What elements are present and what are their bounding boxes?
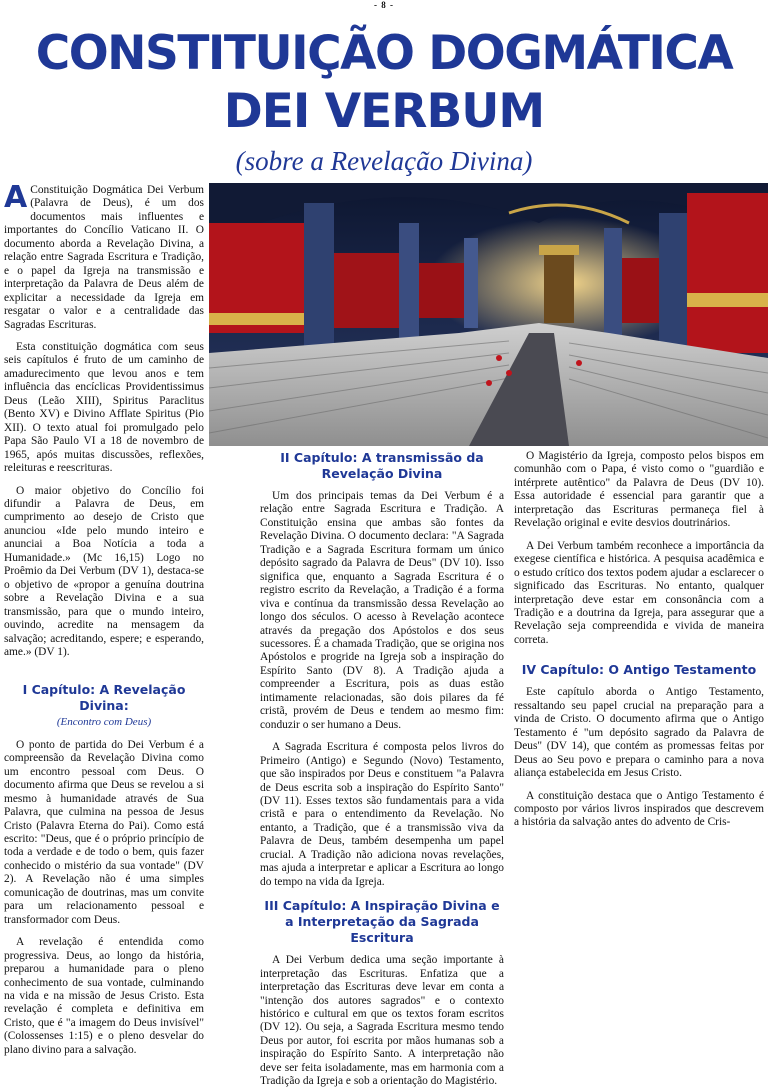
subtitle: (sobre a Revelação Divina): [235, 146, 533, 176]
chapter-2-heading: II Capítulo: A transmissão da Revelação Divina: [280, 450, 484, 481]
intro-paragraph-3: O maior objetivo do Concílio foi difundir a Palavra de Deus, em cumprimento ao desejo de Cristo que anunciou «Ide pelo mundo inteiro e anunciai a Boa Notícia a toda a Humanidade.» (Mc 16,15) Logo no Proêmio da Dei Verbum (DV 1), destaca-se o objetivo de «propor a genuína doutrina sobre a Revelação Divina e a sua transmissão, para que o mundo inteiro, ouvindo, acredite na mensagem da salvação; acreditando, espere; e esperando, ame.» (DV 1).: [4, 484, 204, 658]
chapter-1-subheading: (Encontro com Deus): [56, 716, 152, 729]
drop-cap: A: [4, 180, 28, 215]
intro-paragraph-1: A Constituição Dogmática Dei Verbum (Palavra de Deus), é um dos documentos mais influentes e importantes do Concílio Vaticano II. O documento aborda a Revelação Divina, a relação entre Sagrada Escritura e Tradição, e o papel da Igreja na transmissão e interpretação da Palavra de Deus além de explicitar a necessidade da Igreja em resgatar o valor e a centralidade das Sagradas Escrituras.: [4, 180, 204, 331]
council-photo: [209, 183, 768, 446]
chapter-1-paragraph-2: A revelação é entendida como progressiva. Deus, ao longo da história, preparou a humanidade para o pleno conhecimento de sua vontade, culminando na vida e na missão de Jesus Cristo. Esta revelação é completa e definitiva em Cristo, que é "a imagem do Deus invisível" (Colossenses 1:15) e o pleno desvelar do plano divino para a salvação.: [4, 936, 204, 1056]
chapter-1-paragraph-1: O ponto de partida do Dei Verbum é a compreensão da Revelação Divina como um encontro pessoal com Deus. O documento afirma que Deus se revelou a si mesmo à humanidade através de Sua Palavra, que culmina na pessoa de Jesus Cristo (Palavra Eterna do Pai). Como está escrito: "Deus, que é o próprio princípio de toda a verdade e de todo o bem, quis fazer conhecido o mistério da sua vontade" (DV 2). A Revelação não é uma simples comunicação de doutrinas, mas um convite para um relacionamento pessoal e transformador com Deus.: [4, 738, 204, 926]
column-2: [260, 450, 504, 1089]
chapter-2-paragraph-2: A Sagrada Escritura é composta pelos livros do Primeiro (Antigo) e Segundo (Novo) Testamento, que são inspirados por Deus e constituem "a Palavra de Deus escrita sob a inspiração do Espírito Santo" (DV 11). Esses textos são fundamentais para a vida cristã e para o entendimento da Revelação. No entanto, a Tradição, que é a transmissão viva da Palavra de Deus, também desempenha um papel crucial. A Tradição não adiciona novas revelações, mas ajuda a interpretar e aplicar a Escritura ao longo do tempo na vida da Igreja.: [260, 741, 504, 888]
column-3: [514, 450, 764, 839]
page-number: - 8 -: [374, 0, 394, 10]
title-line-1: CONSTITUIÇÃO DOGMÁTICA: [35, 26, 733, 81]
chapter-3-heading: III Capítulo: A Inspiração Divina e a Interpretação da Sagrada Escritura: [264, 898, 500, 946]
intro-paragraph-2: Esta constituição dogmática com seus seis capítulos é fruto de um caminho de amadurecimento que levou anos e tem influência das encíclicas Providentissimus Deus (Leão XIII), Spiritus Paraclitus (Bento XV) e Divino Afflate Spiritus (Pio XII). O texto atual foi promulgado pelo Papa São Paulo VI a 18 de novembro de 1965, após muitas discussões, reflexões, releituras e reescrituras.: [4, 340, 204, 475]
chapter-2-paragraph-1: Um dos principais temas da Dei Verbum é a relação entre Sagrada Escritura e Tradição. A Constituição ensina que ambas são fontes da Revelação Divina. O documento declara: "A Sagrada Tradição e a Sagrada Escritura formam um único depósito sagrado da Palavra de Deus" (DV 10). Isso significa que, enquanto a Sagrada Escritura é o registro escrito da Revelação, a Tradição é a forma viva e contínua da transmissão dessa Revelação ao longo dos séculos. O acesso à Revelação acontece através da pregação dos Apóstolos e dos seus sucessores. É a chamada Tradição, que se origina nos Apóstolos e progride na Igreja sob a inspiração do Espírito Santo (DV 8). A Tradição ajuda a compreender a Escritura, pois as duas estão intimamente relacionadas, são dois pilares da fé cristã, provém de Deus e tendem ao mesmo fim: conduzir o ser humano a Deus.: [260, 490, 504, 731]
chapter-3-paragraph-3: A Dei Verbum também reconhece a importância da exegese científica e histórica. A pesquisa acadêmica e o estudo crítico dos textos podem ajudar a esclarecer o significado das Escrituras. No entanto, qualquer interpretação deve estar em consonância com a Tradição e a doutrina da Igreja, para assegurar que a Revelação seja compreendida e vivida de maneira correta.: [514, 539, 764, 646]
column-1: [4, 180, 204, 1066]
basilica-illustration: [209, 183, 768, 446]
chapter-3-paragraph-1: A Dei Verbum dedica uma seção importante à interpretação das Escrituras. Enfatiza que a interpretação das Escrituras deve levar em conta a "intenção dos autores sagrados" e o contexto histórico e cultural em que os textos foram escritos (DV 12). Ou seja, a Sagrada Escritura mesmo tendo Deus por autor, foi escrita por mãos humanas sob a inspiração do Espírito Santo. A interpretação não deve ser feita isoladamente, mas em harmonia com a Tradição da Igreja e sob a orientação do Magistério.: [260, 954, 504, 1088]
title-line-2: DEI VERBUM: [223, 84, 545, 139]
chapter-4-paragraph-1: Este capítulo aborda o Antigo Testamento, ressaltando seu papel crucial na preparação para a vinda de Cristo. O documento afirma que o Antigo Testamento é "um depósito sagrado da Palavra de Deus" (DV 14), que contém as promessas feitas por Deus ao Seu povo e prepara o caminho para a nova aliança estabelecida em Jesus Cristo.: [514, 686, 764, 780]
chapter-4-heading: IV Capítulo: O Antigo Testamento: [521, 662, 757, 678]
chapter-4-paragraph-2: A constituição destaca que o Antigo Testamento é composto por vários livros inspirados que descrevem a história da salvação antes do advento de Cris-: [514, 789, 764, 829]
chapter-3-paragraph-2: O Magistério da Igreja, composto pelos bispos em comunhão com o Papa, é visto como o "guardião e intérprete autêntico" da Palavra de Deus (DV 10). Essa autoridade é essencial para garantir que a interpretação das Escrituras permaneça fiel à Revelação original e evite desvios doutrinários.: [514, 450, 764, 530]
chapter-1-heading: I Capítulo: A Revelação Divina:: [22, 682, 186, 714]
